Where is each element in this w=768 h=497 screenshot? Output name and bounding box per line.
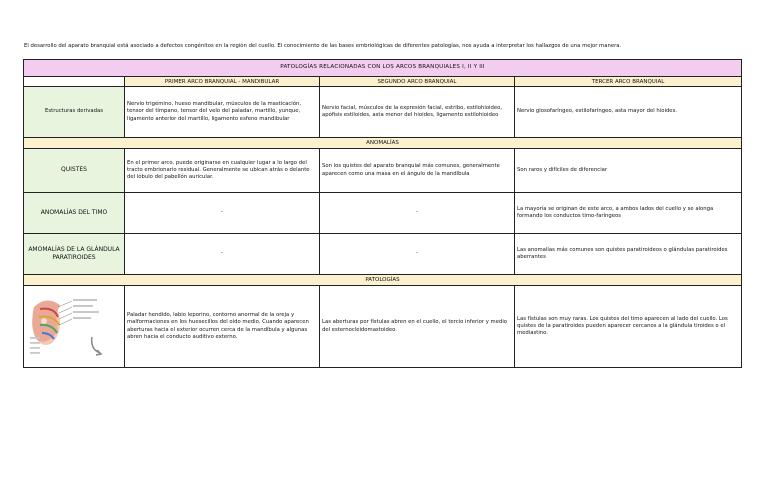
column-header-row — [24, 77, 742, 87]
header-blank-cell — [24, 77, 125, 87]
cell-estructuras-second: Nervio facial, músculos de la expresión facial, estribo, estilohioideo, apófisis estiloides, asta menor del hioides, ligamento estilohioideo — [320, 87, 515, 138]
table-row-estructuras — [24, 87, 742, 138]
cell-timo-third: La mayoría se originan de este arco, a ambos lados del cuello y se alonga formando los conductos timo-faríngeos — [515, 193, 742, 234]
cell-timo-second: - — [320, 193, 515, 234]
cell-paratiroides-second: - — [320, 234, 515, 275]
cell-patologias-first: Paladar hendido, labio leporino, contorno anormal de la oreja y malformaciones en los huesecillos del oído medio. Cuando aparecen aberturas hacia el exterior ocurren cerca de la mandíbula y algunas abren hacia el conducto auditivo externo. — [125, 286, 320, 368]
cell-quistes-second: Son los quistes del aparato branquial más comunes, generalmente aparecen como una masa en el ángulo de la mandíbula — [320, 149, 515, 193]
section-header-patologias: PATOLOGÍAS — [24, 275, 742, 286]
cell-paratiroides-third: Las anomalías más comunes son quistes paratiroideos o glándulas paratiroides aberrantes — [515, 234, 742, 275]
cell-paratiroides-first: - — [125, 234, 320, 275]
row-label-quistes: QUISTES — [24, 149, 125, 193]
embryo-arches-illustration — [24, 287, 124, 367]
section-row-anomalias — [24, 138, 742, 149]
cell-estructuras-first: Nervio trigémino, hueso mandibular, músculos de la masticación, tensor del tímpano, tensor del velo del paladar, martillo, yunque, ligamento anterior del martillo, ligamento esfeno mandibular — [125, 87, 320, 138]
intro-paragraph: El desarrollo del aparato branquial está asociado a defectos congénitos en la región del cuello. El conocimiento de las bases embriológicas de diferentes patologías, nos ayuda a interpretar los hallazgos de una mejor manera. — [24, 43, 622, 49]
column-header-third-arch: TERCER ARCO BRANQUIAL — [515, 77, 742, 87]
cell-quistes-third: Son raros y difíciles de diferenciar — [515, 149, 742, 193]
column-header-second-arch: SEGUNDO ARCO BRANQUIAL — [320, 77, 515, 87]
cell-timo-first: - — [125, 193, 320, 234]
row-label-paratiroides: AMOMALÍAS DE LA GLÁNDULA PARATIROIDES — [24, 234, 125, 275]
cell-quistes-first: En el primer arco, puede originarse en cualquier lugar a lo largo del tracto embrionario residual. Generalmente se ubican atrás o delante del lóbulo del pabellón auricular. — [125, 149, 320, 193]
row-label-timo: ANOMALÍAS DEL TIMO — [24, 193, 125, 234]
section-header-anomalias: ANOMALÍAS — [24, 138, 742, 149]
row-label-estructuras: Estructuras derivadas — [24, 87, 125, 138]
table-row-quistes — [24, 149, 742, 193]
pathology-table — [23, 59, 742, 368]
table-row-patologias — [24, 286, 742, 368]
cell-estructuras-third: Nervio glosofaríngeo, estilofaríngeo, asta mayor del hioides. — [515, 87, 742, 138]
table-row-paratiroides — [24, 234, 742, 275]
table-title-row — [24, 60, 742, 77]
section-row-patologias — [24, 275, 742, 286]
embryo-illustration-cell — [24, 286, 125, 368]
table-row-timo — [24, 193, 742, 234]
column-header-first-arch: PRIMER ARCO BRANQUIAL - MANDIBULAR — [125, 77, 320, 87]
cell-patologias-third: Las fístulas son muy raras. Los quistes del timo aparecen al lado del cuello. Los quistes de la paratiroides pueden aparecer cercanos a la glándula tiroides o el mediastino. — [515, 286, 742, 368]
table-title: PATOLOGÍAS RELACIONADAS CON LOS ARCOS BRANQUIALES I, II Y III — [24, 60, 742, 77]
cell-patologias-second: Las aberturas por fístulas abren en el cuello, el tercio inferior y medio del esternocleidomastoideo. — [320, 286, 515, 368]
